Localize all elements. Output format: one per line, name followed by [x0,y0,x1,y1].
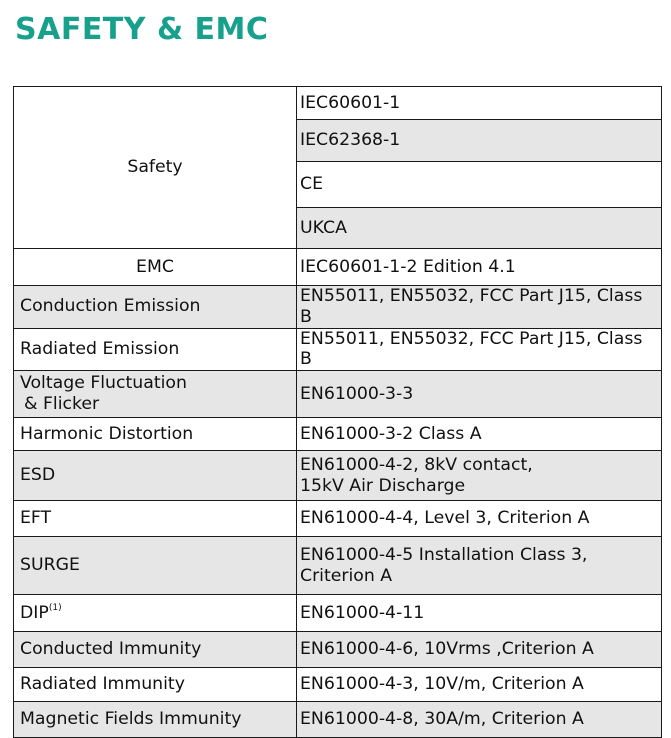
param-value: EN55011, EN55032, FCC Part J15, Class B [300,328,643,370]
table-row [14,418,662,451]
param-label: Harmonic Distortion [20,423,194,444]
value-cell [297,328,662,371]
param-value: EN61000-4-5 Installation Class 3, [300,544,588,565]
safety-standard-cell [297,208,662,249]
value-cell [297,286,662,329]
param-label: Conducted Immunity [20,639,202,660]
param-value: EN61000-3-3 [300,383,414,404]
param-label: & Flicker [24,394,100,414]
table-row [14,249,662,286]
param-cell [14,371,297,418]
table-row [14,451,662,501]
param-cell [14,537,297,595]
param-cell [14,501,297,537]
param-label: Radiated Immunity [20,674,185,695]
param-cell [14,451,297,501]
param-cell [14,286,297,329]
value-cell [297,418,662,451]
param-label: Voltage Fluctuation [20,373,187,394]
param-value: EN55011, EN55032, FCC Part J15, Class B [300,286,643,327]
param-value: EN61000-4-6, 10Vrms ,Criterion A [300,639,594,660]
emc-label: EMC [136,256,174,277]
safety-standard-cell [297,162,662,208]
param-label: EFT [20,508,52,529]
table-row [14,668,662,702]
param-value: EN61000-4-3, 10V/m, Criterion A [300,674,584,695]
table-row [14,632,662,668]
param-label: ESD [20,465,56,486]
table-row [14,595,662,632]
param-value: EN61000-3-2 Class A [300,423,482,444]
emc-standard: IEC60601-1-2 Edition 4.1 [300,256,516,277]
param-value: EN61000-4-11 [300,602,425,623]
value-cell [297,537,662,595]
value-cell [297,632,662,668]
param-cell [14,328,297,371]
safety-standard: IEC60601-1 [300,92,401,113]
param-value: Criterion A [300,565,393,586]
param-cell [14,668,297,702]
param-cell [14,418,297,451]
value-cell [297,595,662,632]
safety-standard-cell [297,87,662,120]
table-row [14,328,662,371]
safety-emc-table [13,86,662,738]
table-row [14,87,662,120]
table-row [14,537,662,595]
param-label: Radiated Emission [20,338,180,359]
param-value: EN61000-4-2, 8kV contact, [300,454,533,475]
safety-standard-cell [297,120,662,162]
param-value: EN61000-4-8, 30A/m, Criterion A [300,709,584,730]
safety-standard: UKCA [300,217,347,238]
emc-standard-cell [297,249,662,286]
value-cell [297,371,662,418]
value-cell [297,501,662,537]
param-value: 15kV Air Discharge [300,475,466,496]
footnote-marker: (1) [48,602,62,613]
param-value: EN61000-4-4, Level 3, Criterion A [300,508,590,529]
safety-label: Safety [127,157,183,178]
param-label: Magnetic Fields Immunity [20,709,242,730]
table-row [14,501,662,537]
safety-label-cell [14,87,297,249]
param-cell [14,702,297,738]
param-label: SURGE [20,555,80,576]
safety-standard: CE [300,174,323,195]
safety-standard: IEC62368-1 [300,130,401,151]
page-title: SAFETY & EMC [15,12,269,47]
table-row [14,286,662,329]
emc-label-cell [14,249,297,286]
value-cell [297,702,662,738]
table-row [14,702,662,738]
value-cell [297,451,662,501]
table-row [14,371,662,418]
param-label: DIP [20,602,49,623]
value-cell [297,668,662,702]
param-cell [14,595,297,632]
param-cell [14,632,297,668]
param-label: Conduction Emission [20,296,201,317]
